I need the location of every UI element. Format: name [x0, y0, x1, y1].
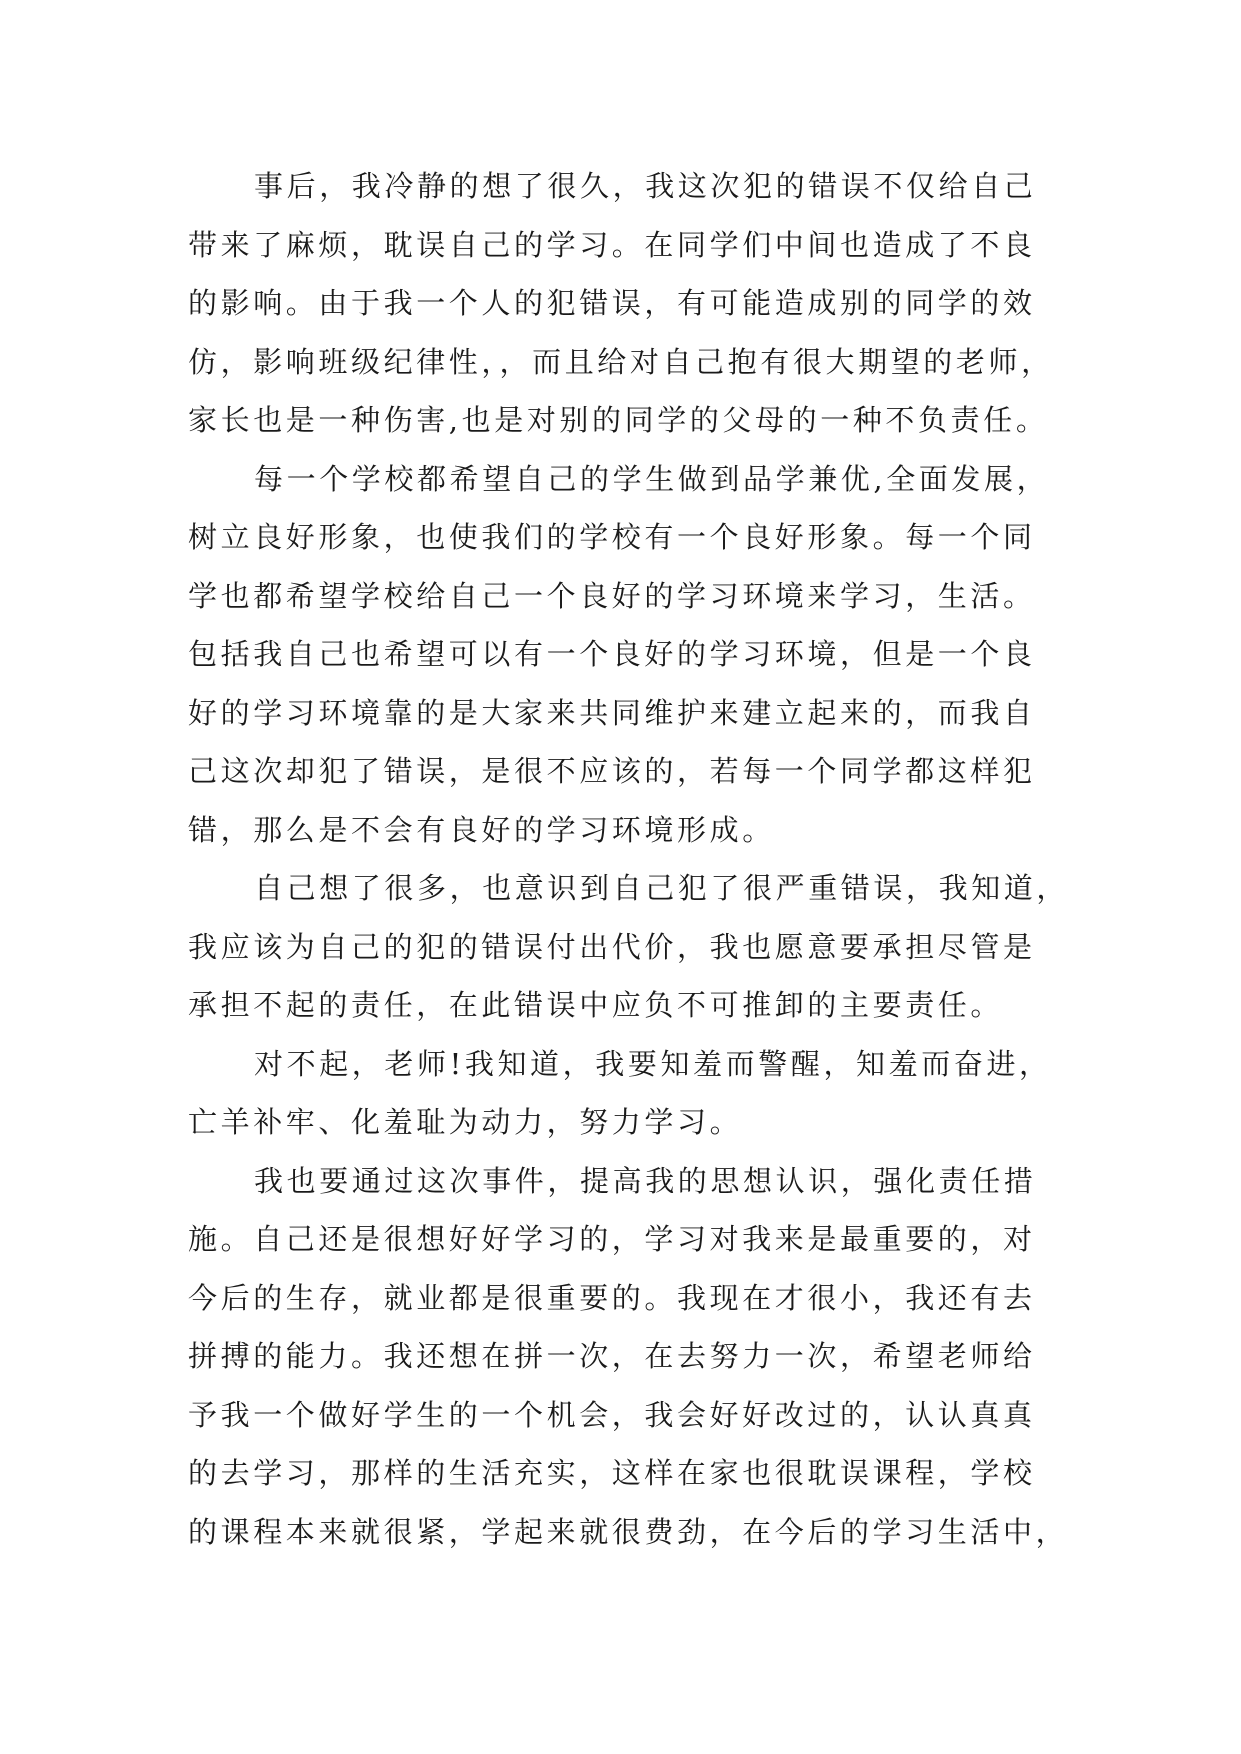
paragraph-3 — [188, 859, 1070, 1035]
text-line: 我也要通过这次事件，提高我的思想认识，强化责任措 — [254, 1163, 1037, 1198]
text-line: 每一个学校都希望自己的学生做到品学兼优,全面发展， — [254, 461, 1050, 496]
paragraph-4 — [188, 1035, 1058, 1152]
text-line: 树立良好形象，也使我们的学校有一个良好形象。每一个同 — [188, 520, 1036, 554]
text-line: 己这次却犯了错误，是很不应该的，若每一个同学都这样犯 — [188, 754, 1036, 788]
text-line: 的课程本来就很紧，学起来就很费劲，在今后的学习生活中， — [188, 1514, 1069, 1549]
text-line: 施。自己还是很想好好学习的，学习对我来是最重要的，对 — [188, 1222, 1036, 1256]
text-line: 学也都希望学校给自己一个良好的学习环境来学习，生活。 — [188, 578, 1036, 613]
paragraph-5 — [188, 1152, 1069, 1562]
paragraph-1 — [188, 157, 1058, 450]
text-line: 我应该为自己的犯的错误付出代价，我也愿意要承担尽管是 — [188, 929, 1036, 964]
text-line: 带来了麻烦，耽误自己的学习。在同学们中间也造成了不良 — [188, 227, 1036, 262]
text-line: 亡羊补牢、化羞耻为动力，努力学习。 — [188, 1105, 743, 1139]
text-line: 的去学习，那样的生活充实，这样在家也很耽误课程，学校 — [188, 1456, 1036, 1490]
text-line: 自己想了很多，也意识到自己犯了很严重错误，我知道， — [254, 871, 1070, 905]
text-line: 的影响。由于我一个人的犯错误，有可能造成别的同学的效 — [188, 286, 1036, 320]
text-line: 予我一个做好学生的一个机会，我会好好改过的，认认真真 — [188, 1397, 1036, 1432]
text-line: 好的学习环境靠的是大家来共同维护来建立起来的，而我自 — [188, 695, 1036, 730]
text-line: 事后，我冷静的想了很久，我这次犯的错误不仅给自己 — [254, 169, 1037, 203]
text-line: 拼搏的能力。我还想在拼一次，在去努力一次，希望老师给 — [188, 1339, 1036, 1373]
text-line: 仿，影响班级纪律性，，而且给对自己抱有很大期望的老师， — [188, 344, 1054, 379]
text-line: 家长也是一种伤害,也是对别的同学的父母的一种不负责任。 — [188, 403, 1049, 437]
text-line: 今后的生存，就业都是很重要的。我现在才很小，我还有去 — [188, 1280, 1036, 1315]
text-line: 包括我自己也希望可以有一个良好的学习环境，但是一个良 — [188, 637, 1036, 671]
paragraph-2 — [188, 450, 1058, 860]
text-line: 错，那么是不会有良好的学习环境形成。 — [188, 812, 775, 847]
document-body — [188, 157, 1070, 1561]
text-line: 对不起，老师!我知道，我要知羞而警醒，知羞而奋进， — [254, 1046, 1052, 1081]
text-line: 承担不起的责任，在此错误中应负不可推卸的主要责任。 — [188, 988, 1004, 1022]
